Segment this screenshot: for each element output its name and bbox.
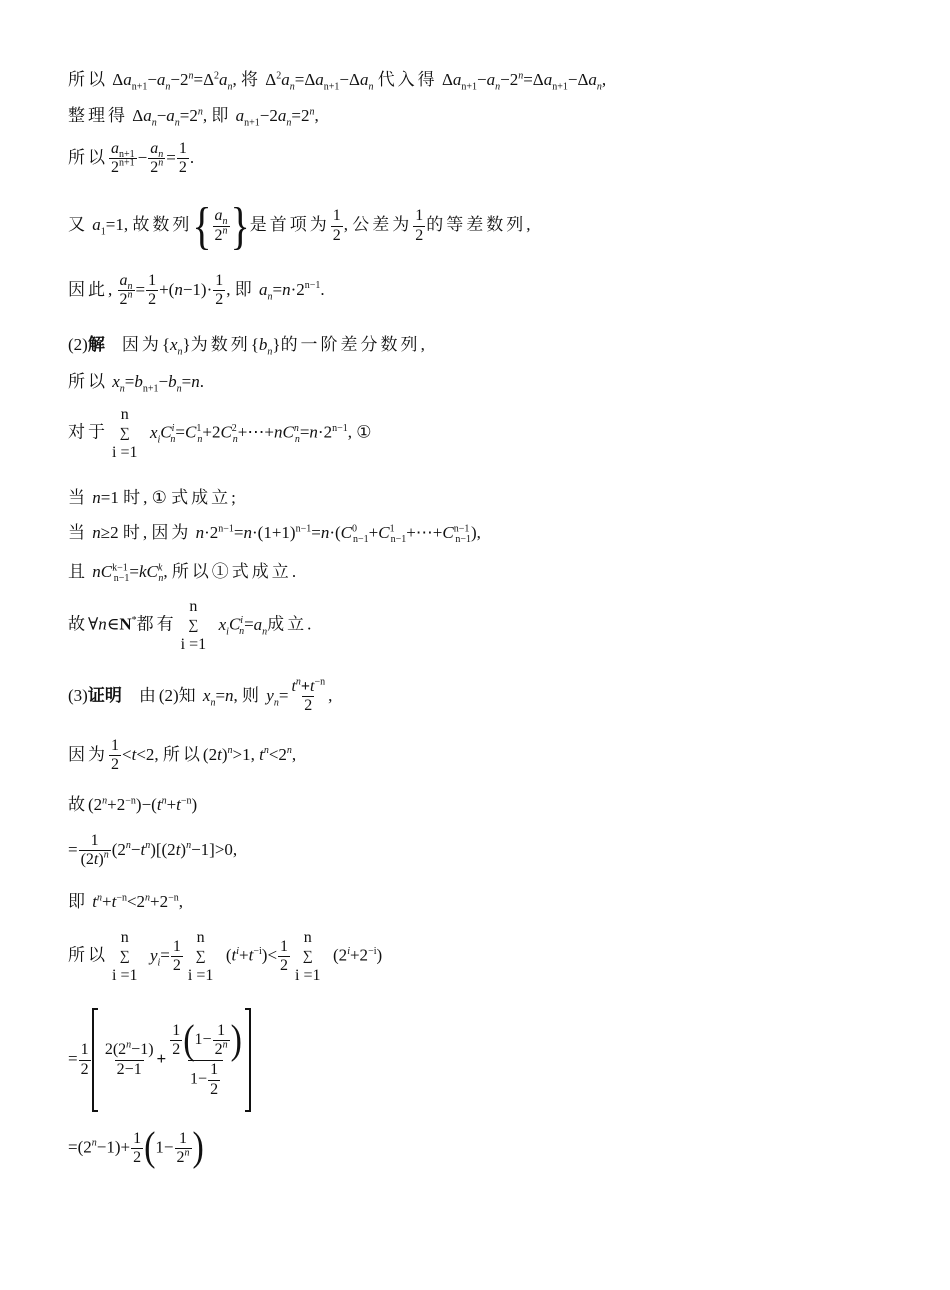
line-1: 所以 $\Delta a_{n+1}-a_n-2^n=\Delta^2a_n$, 将 $\Delta^2a_n=\Delta a_{n+1}-\Delta a_n$ 代入得 $\Delta a_{n+1}-a_n-2^n=\Delta a_{n+1}-\Delta a_n$, bbox=[68, 70, 607, 93]
line-8: 对于 n ∑ i =1 $x_iC^i_n=C^1_n+2C^2_n+\cdots+nC^n_n=n\cdot 2^{n-1}$, ① bbox=[68, 406, 372, 461]
line-5: 因此, $\frac{a_n}{2^n}$ = $\frac{1}{2}$ +(n−1)· $\frac{1}{2}$ , 即 $a_n=n\cdot 2^{n-1}$. bbox=[68, 272, 325, 309]
line-14: 因为 $\frac{1}{2}$ <t<2, 所以$(2t)^n>1$, $t^n<2^n$, bbox=[68, 737, 297, 774]
line-2: 整理得 $\Delta a_n-a_n=2^n$, 即 $a_{n+1}-2a_n=2^n$, bbox=[68, 106, 319, 129]
line-15: 故$(2^n+2^{-n})-(t^n+t^{-n})$ bbox=[68, 795, 198, 814]
line-19: = $\frac{1}{2}$ $\frac{2(2^n-1)}{2-1}$ + $\frac{1}{2}$ (1− $\frac{1}{2^n}$ ) 1− $\frac{1}{2}$ bbox=[68, 1008, 251, 1112]
line-16: = $\frac{1}{(2t)^n}$ $(2^n-t^n)[(2t)^n-1]>0$, bbox=[68, 832, 238, 869]
line-6: (2)解 因为$\{x_n\}$为数列$\{b_n\}$的一阶差分数列, bbox=[68, 335, 425, 358]
line-17: 即 $t^n+t^{-n}<2^n+2^{-n}$, bbox=[68, 892, 184, 911]
line-20: $=(2^n-1)+$ $\frac{1}{2}$ (1− $\frac{1}{2^n}$ ) bbox=[68, 1125, 204, 1170]
line-9: 当 n=1 时, ① 式成立; bbox=[68, 488, 236, 507]
line-3: 所以 $\frac{a_{n+1}}{2^{n+1}}$ − $\frac{a_n}{2^n}$ = $\frac{1}{2}$ . bbox=[68, 140, 195, 177]
line-12: 故∀n∈N*都有 n ∑ i =1 $x_iC^i_n=a_n$成立. bbox=[68, 598, 312, 653]
line-10: 当 n≥2 时, 因为 $n\cdot 2^{n-1}=n\cdot(1+1)^{n-1}=n\cdot(C^0_{n-1}+C^1_{n-1}+\cdots+C^{n-1}_{n-1})$, bbox=[68, 523, 481, 546]
line-4: 又 $a_1=1$, 故数列{ $\frac{a_n}{2^n}$ }是首项为 $\frac{1}{2}$ , 公差为 $\frac{1}{2}$ 的等差数列, bbox=[68, 196, 531, 255]
line-18: 所以 n ∑ i =1 $y_i=$ $\frac{1}{2}$ n ∑ i =1 $(t^i+t^{-i})<$ $\frac{1}{2}$ n ∑ i =1 $(2^i+2^{-i})$ bbox=[68, 929, 383, 984]
line-11: 且 $nC^{k-1}_{n-1}=kC^k_n$, 所以①式成立. bbox=[68, 562, 297, 585]
line-7: 所以 $x_n=b_{n+1}-b_n=n$. bbox=[68, 372, 204, 395]
line-13: (3)证明 由(2)知 $x_n=n$, 则 $y_n=$ $\frac{t^n+t^{-n}}{2}$ , bbox=[68, 676, 333, 715]
